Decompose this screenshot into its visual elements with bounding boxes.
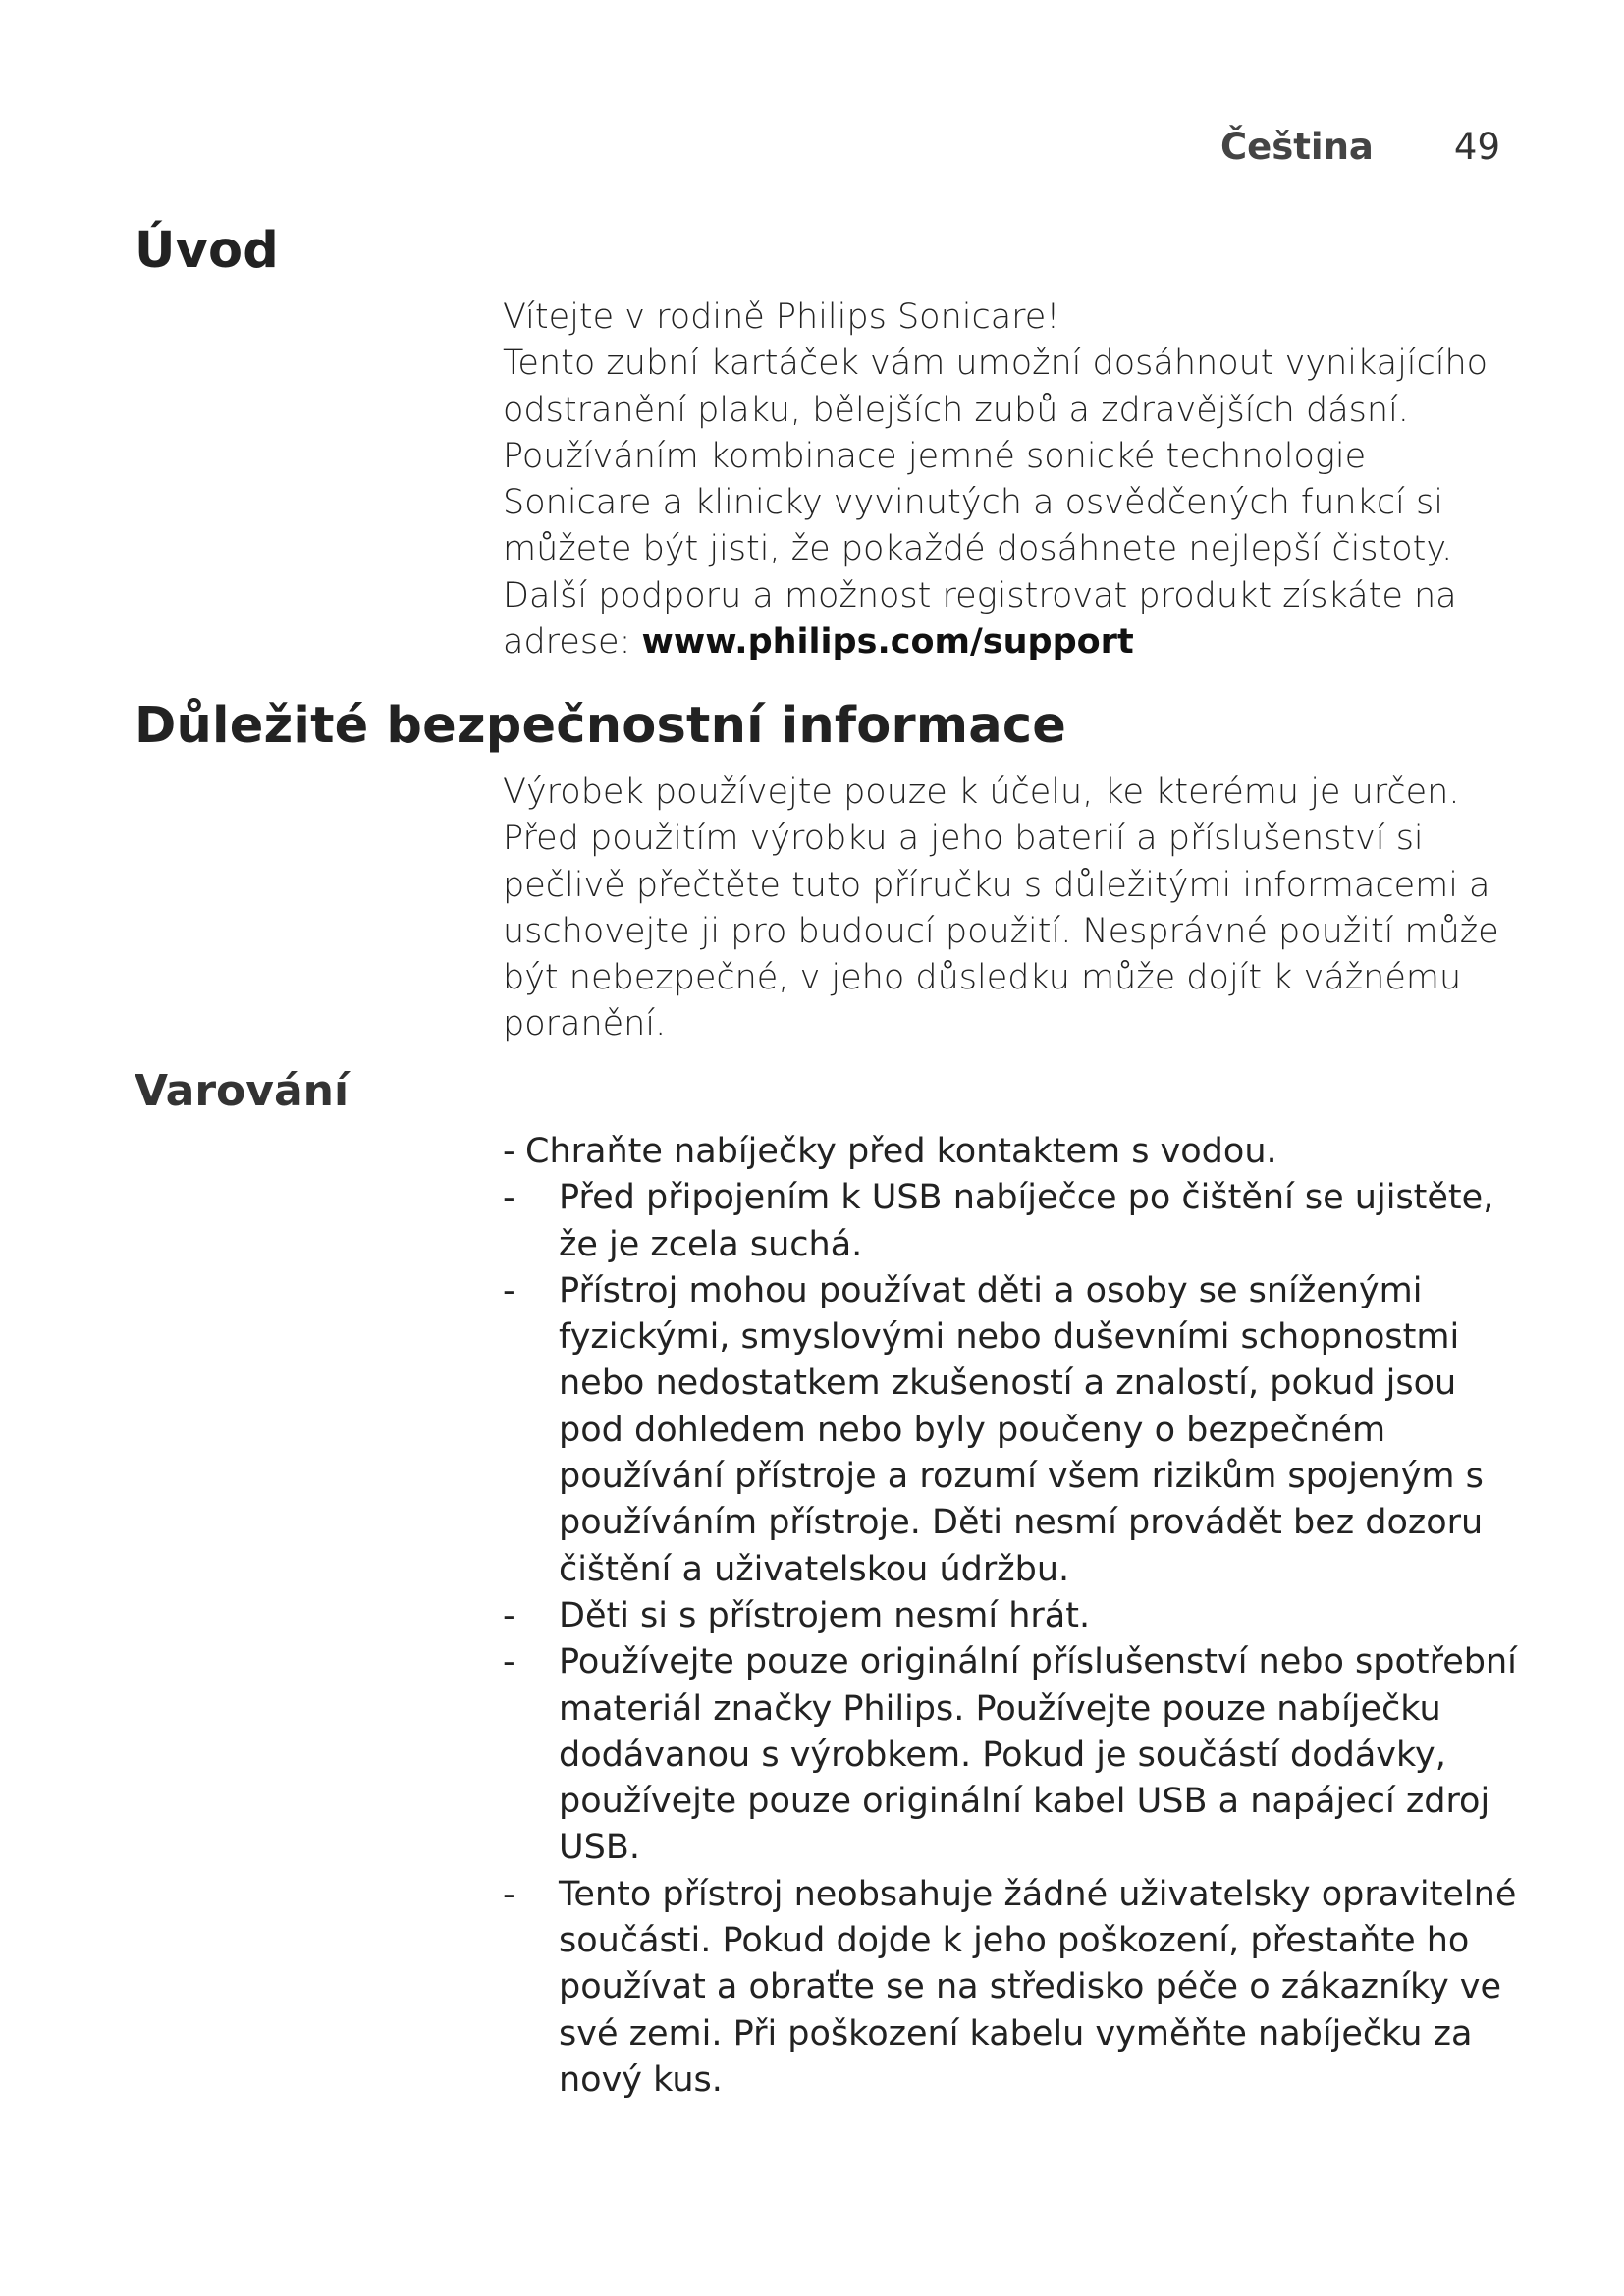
list-item <box>503 1639 1524 1871</box>
page-number: 49 <box>1453 126 1500 168</box>
intro-heading: Úvod <box>135 222 280 280</box>
list-item <box>503 1872 1524 2104</box>
safety-heading: Důležité bezpečnostní informace <box>135 697 1067 755</box>
warning-item-text: Tento přístroj neobsahuje žádné uživatelsky opravitelné součásti. Pokud dojde k jeho poškození, přestaňte ho používat a obraťte se na středisko péče o zákazníky ve své zemi. Při poškození kabelu vyměňte nabíječku za nový kus. <box>559 1874 1517 2100</box>
warning-item-text: Chraňte nabíječky před kontaktem s vodou. <box>525 1132 1277 1171</box>
support-link[interactable]: www.philips.com/support <box>641 622 1134 663</box>
intro-text <box>503 294 1524 666</box>
list-item <box>503 1129 1524 1175</box>
bullet-dash: - <box>503 1642 515 1682</box>
bullet-dash: - <box>503 1595 515 1635</box>
bullet-dash: - <box>503 1874 515 1914</box>
bullet-dash: - <box>503 1178 515 1218</box>
warning-list <box>503 1129 1524 2104</box>
warning-item-text: Děti si s přístrojem nesmí hrát. <box>559 1595 1091 1635</box>
safety-text <box>503 770 1524 1048</box>
list-item <box>503 1593 1524 1639</box>
list-item <box>503 1175 1524 1268</box>
bullet-dash: - <box>503 1132 515 1171</box>
warning-item-text: Používejte pouze originální příslušenství nebo spotřební materiál značky Philips. Používejte pouze nabíječku dodávanou s výrobkem. Pokud je součástí dodávky, používejte pouze originální kabel USB a napájecí zdroj USB. <box>559 1642 1517 1868</box>
list-item <box>503 1268 1524 1593</box>
bullet-dash: - <box>503 1270 515 1310</box>
safety-body: Výrobek používejte pouze k účelu, ke kterému je určen. Před použitím výrobku a jeho baterií a příslušenství si pečlivě přečtěte tuto příručku s důležitými informacemi a uschovejte ji pro budoucí použití. Nesprávné použití může být nebezpečné, v jeho důsledku může dojít k vážnému poranění. <box>503 773 1499 1044</box>
warning-item-text: Před připojením k USB nabíječce po čištění se ujistěte, že je zcela suchá. <box>559 1178 1494 1264</box>
warning-item-text: Přístroj mohou používat děti a osoby se sníženými fyzickými, smyslovými nebo duševními schopnostmi nebo nedostatkem zkušeností a znalostí, pokud jsou pod dohledem nebo byly poučeny o bezpečném používání přístroje a rozumí všem rizikům spojeným s používáním přístroje. Děti nesmí provádět bez dozoru čištění a uživatelskou údržbu. <box>559 1270 1484 1589</box>
language-label: Čeština <box>1219 126 1374 168</box>
intro-body-text: Tento zubní kartáček vám umožní dosáhnout vynikajícího odstranění plaku, bělejších zubů a zdravějších dásní. Používáním kombinace jemné sonické technologie Sonicare a klinicky vyvinutých a osvědčených funkcí si můžete být jisti, že pokaždé dosáhnete nejlepší čistoty. Další podporu a možnost registrovat produkt získáte na adrese: <box>503 344 1489 663</box>
intro-body <box>503 341 1524 666</box>
intro-welcome: Vítejte v rodině Philips Sonicare! <box>503 297 1060 337</box>
warning-heading: Varování <box>135 1066 350 1116</box>
page-header <box>1220 126 1500 168</box>
